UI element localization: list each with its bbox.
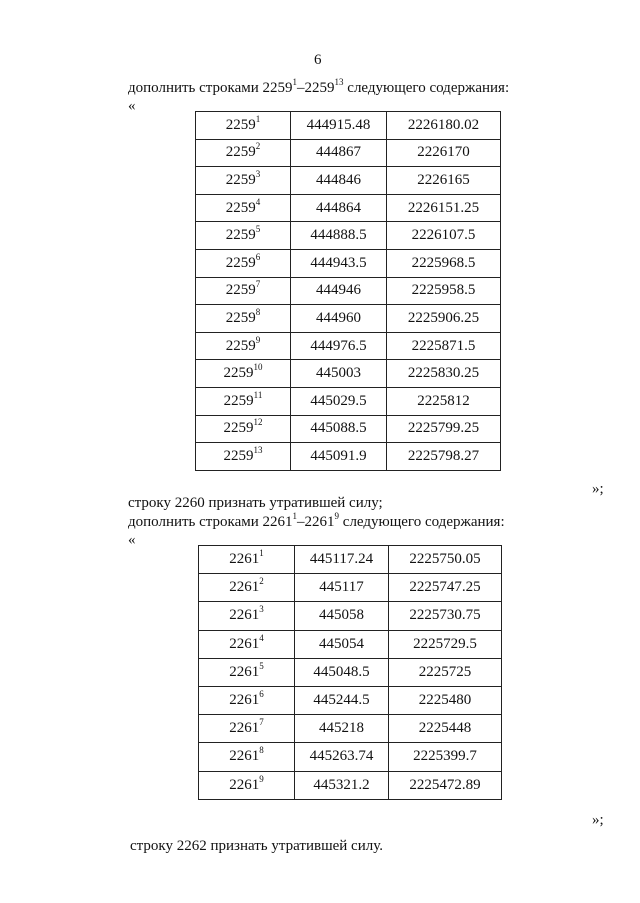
x-coordinate-cell: 444915.48 [291,112,387,140]
table-row [196,387,501,415]
table-row [196,443,501,471]
point-number-cell: 2259$^6$ [196,249,291,277]
table-row [196,167,501,195]
x-coordinate-cell: 445048.5 [295,658,389,686]
table-row [196,305,501,333]
table-row [196,277,501,305]
point-number-cell: 2259$^{13}$ [196,443,291,471]
point-number-cell: 2261$^1$ [199,546,295,574]
y-coordinate-cell: 2226170 [387,139,501,167]
y-coordinate-cell: 2225830.25 [387,360,501,388]
x-coordinate-cell: 444867 [291,139,387,167]
point-number-cell: 2261$^5$ [199,658,295,686]
x-coordinate-cell: 445321.2 [295,771,389,799]
x-coordinate-cell: 445054 [295,630,389,658]
close-quote-1: »; [592,481,604,497]
y-coordinate-cell: 2225448 [389,715,502,743]
point-number-cell: 2259$^{12}$ [196,415,291,443]
table-row [196,415,501,443]
y-coordinate-cell: 2225968.5 [387,249,501,277]
table-row [196,139,501,167]
table-row [196,360,501,388]
point-number-cell: 2259$^2$ [196,139,291,167]
table-row [199,743,502,771]
x-coordinate-cell: 444888.5 [291,222,387,250]
x-coordinate-cell: 444976.5 [291,332,387,360]
coordinates-table-2259 [195,111,501,471]
line-2260-invalid: строку 2260 признать утратившей силу; [128,495,383,511]
y-coordinate-cell: 2225480 [389,686,502,714]
y-coordinate-cell: 2226107.5 [387,222,501,250]
intro-line-2259: дополнить строками 2259$^1$–2259$^{13}$ следующего содержания: [128,77,510,96]
point-number-cell: 2261$^3$ [199,602,295,630]
x-coordinate-cell: 445003 [291,360,387,388]
page-number: 6 [314,52,322,68]
x-coordinate-cell: 445218 [295,715,389,743]
line-2262-invalid: строку 2262 признать утратившей силу. [130,838,383,854]
table-row [196,112,501,140]
point-number-cell: 2259$^7$ [196,277,291,305]
x-coordinate-cell: 444946 [291,277,387,305]
table-row [199,546,502,574]
y-coordinate-cell: 2226151.25 [387,194,501,222]
y-coordinate-cell: 2225399.7 [389,743,502,771]
x-coordinate-cell: 445117.24 [295,546,389,574]
point-number-cell: 2261$^6$ [199,686,295,714]
point-number-cell: 2259$^{10}$ [196,360,291,388]
table-row [196,249,501,277]
y-coordinate-cell: 2225750.05 [389,546,502,574]
y-coordinate-cell: 2225812 [387,387,501,415]
table-row [199,715,502,743]
table-row [199,602,502,630]
point-number-cell: 2259$^8$ [196,305,291,333]
point-number-cell: 2261$^8$ [199,743,295,771]
open-quote-2: « [128,532,136,548]
y-coordinate-cell: 2225729.5 [389,630,502,658]
point-number-cell: 2261$^7$ [199,715,295,743]
table-row [196,222,501,250]
x-coordinate-cell: 444943.5 [291,249,387,277]
y-coordinate-cell: 2226180.02 [387,112,501,140]
y-coordinate-cell: 2225725 [389,658,502,686]
point-number-cell: 2259$^{11}$ [196,387,291,415]
table-row [199,574,502,602]
y-coordinate-cell: 2225798.27 [387,443,501,471]
table-row [199,686,502,714]
x-coordinate-cell: 445058 [295,602,389,630]
table-row [196,332,501,360]
x-coordinate-cell: 445091.9 [291,443,387,471]
intro-line-2261: дополнить строками 2261$^1$–2261$^9$ следующего содержания: [128,511,505,530]
point-number-cell: 2261$^2$ [199,574,295,602]
x-coordinate-cell: 445117 [295,574,389,602]
x-coordinate-cell: 445088.5 [291,415,387,443]
y-coordinate-cell: 2225906.25 [387,305,501,333]
x-coordinate-cell: 444864 [291,194,387,222]
point-number-cell: 2261$^9$ [199,771,295,799]
y-coordinate-cell: 2225747.25 [389,574,502,602]
table-row [199,630,502,658]
close-quote-2: »; [592,812,604,828]
x-coordinate-cell: 445029.5 [291,387,387,415]
x-coordinate-cell: 445263.74 [295,743,389,771]
point-number-cell: 2259$^3$ [196,167,291,195]
y-coordinate-cell: 2226165 [387,167,501,195]
coordinates-table-2261 [198,545,502,800]
x-coordinate-cell: 445244.5 [295,686,389,714]
point-number-cell: 2259$^4$ [196,194,291,222]
x-coordinate-cell: 444960 [291,305,387,333]
table-row [199,771,502,799]
point-number-cell: 2261$^4$ [199,630,295,658]
x-coordinate-cell: 444846 [291,167,387,195]
y-coordinate-cell: 2225958.5 [387,277,501,305]
y-coordinate-cell: 2225871.5 [387,332,501,360]
y-coordinate-cell: 2225730.75 [389,602,502,630]
point-number-cell: 2259$^9$ [196,332,291,360]
point-number-cell: 2259$^5$ [196,222,291,250]
point-number-cell: 2259$^1$ [196,112,291,140]
table-row [196,194,501,222]
open-quote-1: « [128,98,136,114]
table-row [199,658,502,686]
y-coordinate-cell: 2225799.25 [387,415,501,443]
y-coordinate-cell: 2225472.89 [389,771,502,799]
